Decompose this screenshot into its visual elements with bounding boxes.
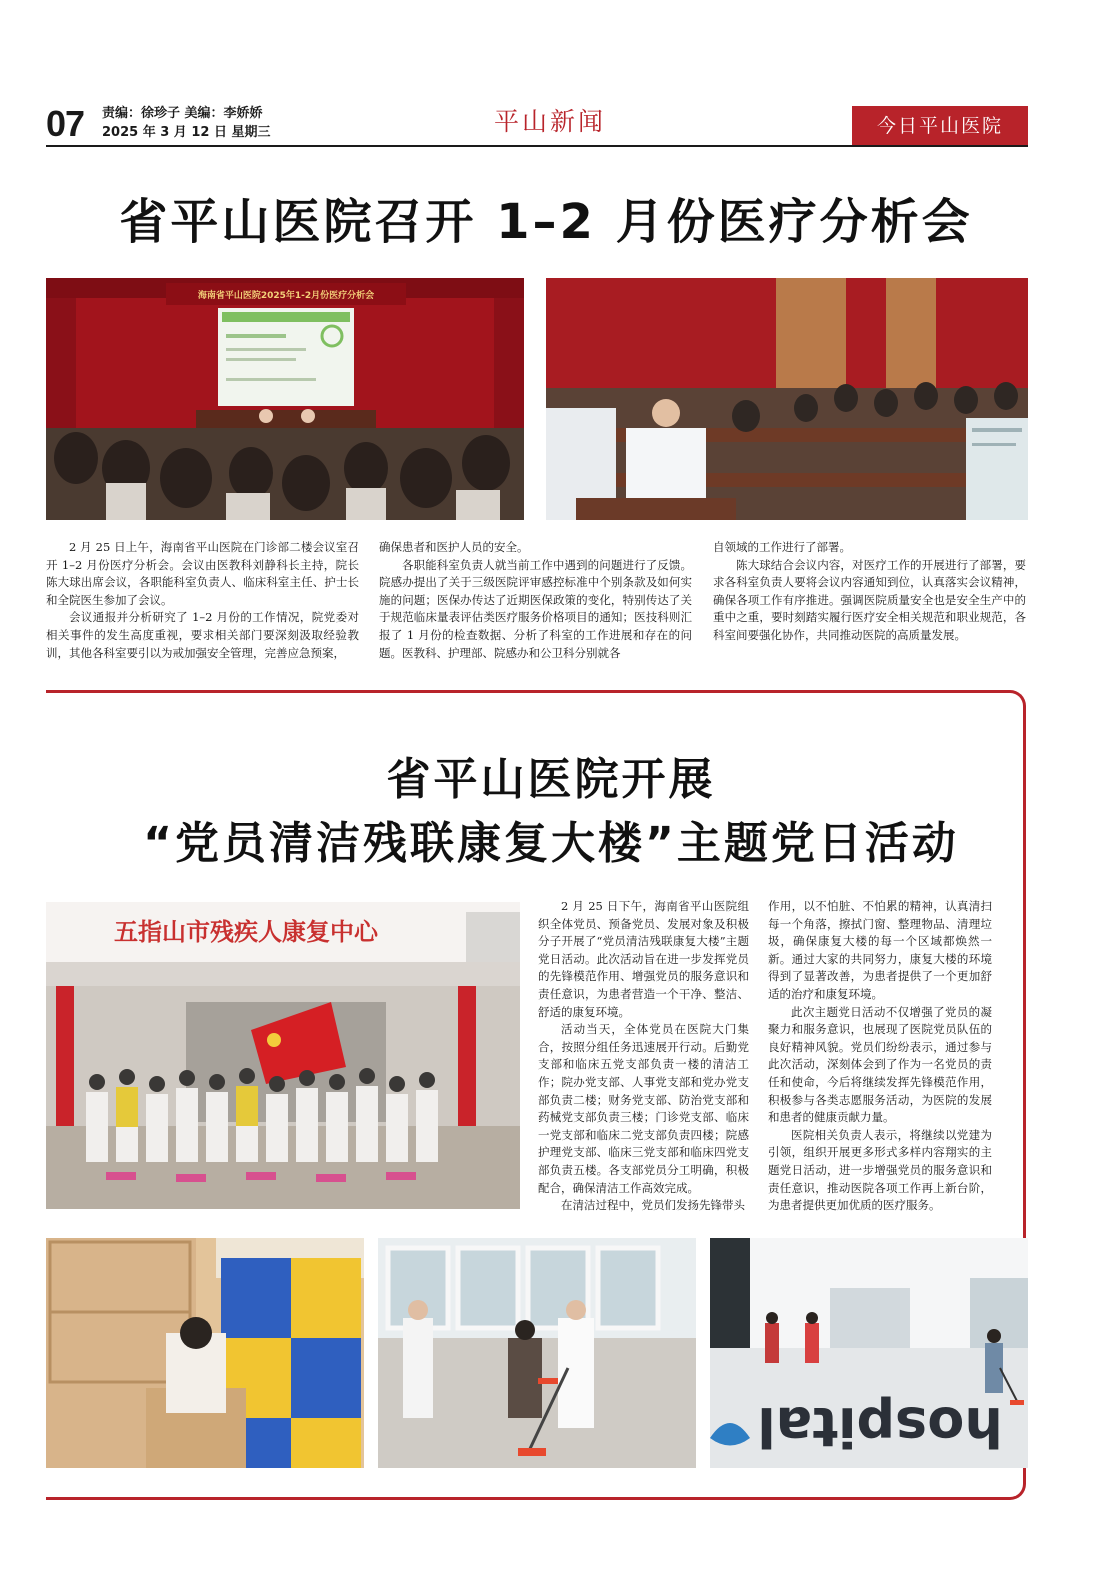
issue-date: 2025 年 3 月 12 日 星期三 (102, 125, 271, 140)
article2-paragraph: 医院相关负责人表示，将继续以党建为引领，组织开展更多形式多样内容翔实的主题党日活动，进一步增强党员的服务意识和责任意识，推动医院各项工作再上新台阶，为患者提供更加优质的医疗服务。 (768, 1127, 992, 1213)
stage-banner: 海南省平山医院2025年1-2月份医疗分析会 (197, 291, 375, 301)
group-photo (46, 902, 520, 1209)
meeting-photo-stage (46, 278, 524, 520)
cleaning-photo-cabinet (46, 1238, 364, 1468)
article2-paragraph: 此次主题党日活动不仅增强了党员的凝聚力和服务意识，也展现了医院党员队伍的良好精神风貌。党员们纷纷表示，通过参与此次活动，深刻体会到了作为一名党员的责任和使命，今后将继续发挥先锋模范作用，积极参与各类志愿服务活动，为医院的发展和患者的健康贡献力量。 (768, 1004, 992, 1125)
section-tag: 今日平山医院 (852, 106, 1028, 146)
article2-column-2 (768, 898, 992, 1215)
article1-column-3 (713, 539, 1026, 645)
article2-title-line1: 省平山医院开展 (386, 754, 716, 805)
meeting-photo-audience (546, 278, 1028, 520)
header-rule (46, 145, 1028, 147)
building-sign: 五指山市残疾人康复中心 (114, 918, 378, 946)
article2-column-1 (538, 898, 749, 1215)
article2-paragraph: 在清洁过程中，党员们发扬先锋带头 (561, 1198, 745, 1213)
article1-paragraph: 自领域的工作进行了部署。 (713, 540, 851, 554)
cleaning-photo-lobby (710, 1238, 1028, 1468)
article2-paragraph: 活动当天，全体党员在医院大门集合，按照分组任务迅速展开行动。后勤党支部和临床五党支部负责一楼的清洁工作；院办党支部、人事党支部和党办党支部负责二楼；财务党支部、防治党支部和药械党支部负责三楼；门诊党支部、临床一党支部和临床二党支部负责四楼；院感护理党支部、临床三党支部和临床四党支部负责五楼。各支部党员分工明确，积极配合，确保清洁工作高效完成。 (538, 1022, 749, 1195)
article1-paragraph: 陈大球结合会议内容，对医疗工作的开展进行了部署，要求各科室负责人要将会议内容通知到位，认真落实会议精神，确保各项工作有序推进。强调医院质量安全也是安全生产中的重中之重，要时刻踏实履行医疗安全相关规范和职业规范，各科室间要强化协作，共同推动医院的高质量发展。 (713, 557, 1026, 642)
masthead: 平山新闻 (493, 107, 606, 136)
article1-paragraph: 确保患者和医护人员的安全。 (379, 540, 529, 554)
floor-lettering: hospital (757, 1395, 1003, 1458)
editor-credits: 责编：徐珍子 美编：李娇娇 (102, 106, 263, 121)
article1-column-2 (379, 539, 692, 662)
article2-paragraph: 作用，以不怕脏、不怕累的精神，认真清扫每一个角落，擦拭门窗、整理物品、清理垃圾，确保康复大楼的每一个区域都焕然一新。通过大家的共同努力，康复大楼的环境得到了显著改善，为患者提供了一个更加舒适的治疗和康复环境。 (768, 899, 992, 1001)
article1-paragraph: 2 月 25 日上午，海南省平山医院在门诊部二楼会议室召开 1–2 月份医疗分析会。会议由医教科刘静科长主持，院长陈大球出席会议，各职能科室负责人、临床科室主任、护士长和全院医生参加了会议。 (46, 540, 359, 607)
cleaning-photo-sweeping (378, 1238, 696, 1468)
article2-paragraph: 2 月 25 日下午，海南省平山医院组织全体党员、预备党员、发展对象及积极分子开展了“党员清洁残联康复大楼”主题党日活动。此次活动旨在进一步发挥党员的先锋模范作用、增强党员的服务意识和责任意识，为患者营造一个干净、整洁、舒适的康复环境。 (538, 899, 749, 1019)
article1-column-1 (46, 539, 359, 662)
article1-title: 省平山医院召开 1–2 月份医疗分析会 (119, 194, 973, 250)
article2-title-line2: “党员清洁残联康复大楼”主题党日活动 (143, 818, 959, 869)
article1-paragraph: 会议通报并分析研究了 1–2 月份的工作情况，院党委对相关事件的发生高度重视，要求相关部门要深刻汲取经验教训，其他各科室要引以为戒加强安全管理，完善应急预案， (46, 610, 359, 660)
page-number: 07 (46, 103, 85, 144)
article1-paragraph: 各职能科室负责人就当前工作中遇到的问题进行了反馈。院感办提出了关于三级医院评审感控标准中个别条款及如何实施的问题；医保办传达了近期医保政策的变化，特别传达了关于规范临床量表评估类医疗服务价格项目的通知；医技科则汇报了 1 月份的检查数据、分析了科室的工作进展和存在的问题。医教科、护理部、院感办和公卫科分别就各 (379, 557, 692, 660)
